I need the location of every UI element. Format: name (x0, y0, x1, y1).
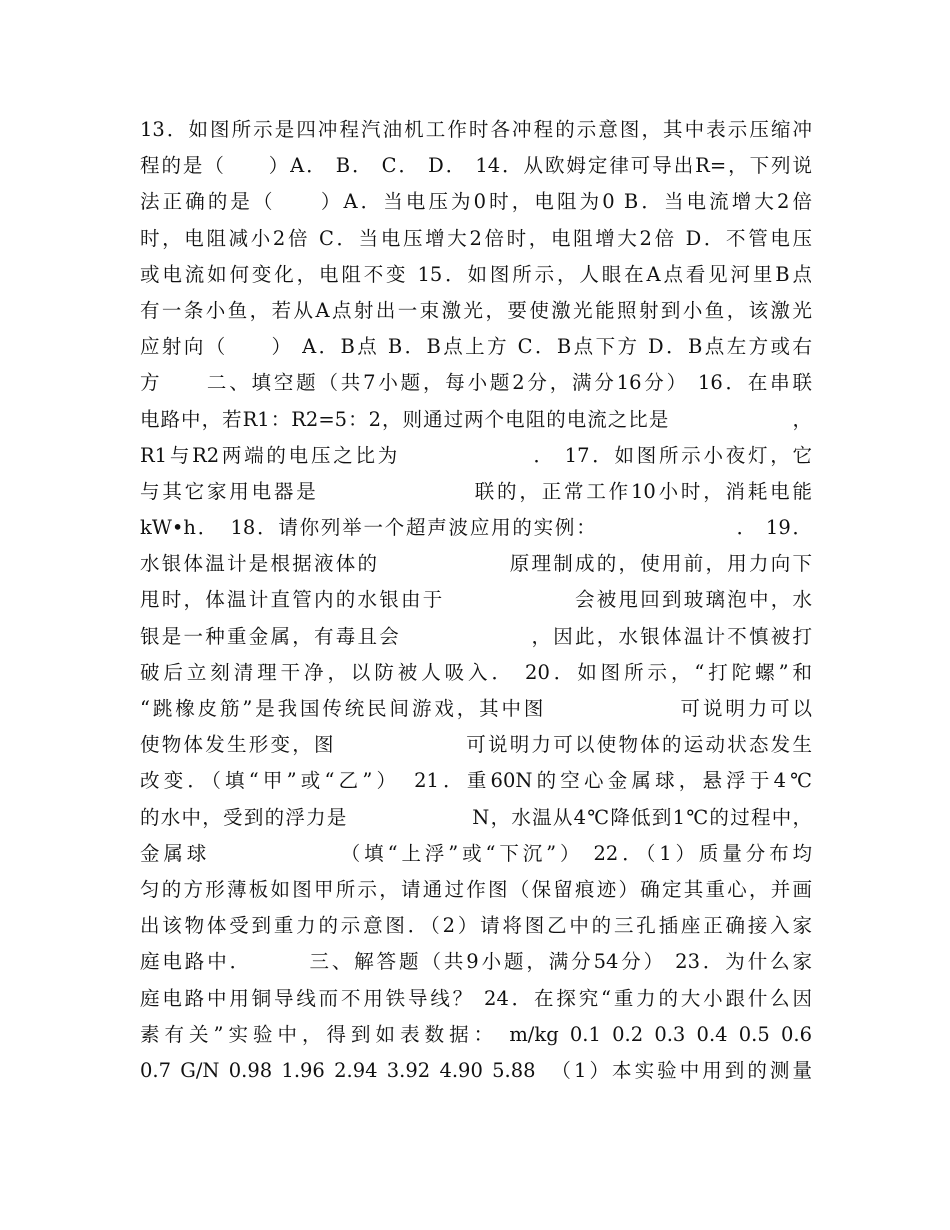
text-line: 或电流如何变化，电阻不变 15．如图所示，人眼在A点看见河里B点 (140, 262, 812, 286)
text-line: 程的是（ ）A． B． C． D． 14．从欧姆定律可导出R=，下列说 (140, 154, 812, 178)
text-line: 方 二、填空题（共7小题，每小题2分，满分16分） 16．在串联 (140, 371, 812, 395)
text-line: 匀的方形薄板如图甲所示，请通过作图（保留痕迹）确定其重心，并画 (140, 877, 812, 901)
text-line: 金属球 （填“上浮”或“下沉”） 22．（1）质量分布均 (140, 841, 812, 865)
text-line: 使物体发生形变，图 可说明力可以使物体的运动状态发生 (140, 733, 812, 757)
text-line: 应射向（ ） A．B点 B．B点上方 C．B点下方 D．B点左方或右 (140, 335, 812, 359)
text-line: “跳橡皮筋”是我国传统民间游戏，其中图 可说明力可以 (140, 697, 812, 720)
text-line: 庭电路中． 三、解答题（共9小题，满分54分） 23．为什么家 (140, 950, 812, 974)
text-line: 13．如图所示是四冲程汽油机工作时各冲程的示意图，其中表示压缩冲 (140, 118, 812, 141)
text-line: 甩时，体温计直管内的水银由于 会被甩回到玻璃泡中，水 (140, 588, 812, 612)
text-line: 银是一种重金属，有毒且会 ，因此，水银体温计不慎被打 (140, 624, 812, 648)
text-line: 法正确的是（ ）A．当电压为0时，电阻为0 B．当电流增大2倍 (140, 190, 812, 214)
text-line: 素有关”实验中，得到如表数据： m/kg 0.1 0.2 0.3 0.4 0.5 0.6 (140, 1022, 812, 1046)
text-line: 破后立刻清理干净，以防被人吸入． 20．如图所示，“打陀螺”和 (140, 660, 812, 684)
text-line: 0.7 G/N 0.98 1.96 2.94 3.92 4.90 5.88 （1）本实验中用到的测量 (140, 1058, 812, 1082)
text-line: 与其它家用电器是 联的，正常工作10小时，消耗电能 (140, 479, 812, 503)
text-line: 电路中，若R1：R2=5：2，则通过两个电阻的电流之比是 ， (140, 407, 812, 431)
text-line: 时，电阻减小2倍 C．当电压增大2倍时，电阻增大2倍 D．不管电压 (140, 226, 812, 250)
text-line: 的水中，受到的浮力是 N，水温从4℃降低到1℃的过程中， (140, 805, 812, 829)
text-line: kW•h． 18．请你列举一个超声波应用的实例： ． 19． (140, 516, 812, 540)
text-line: 庭电路中用铜导线而不用铁导线？ 24．在探究“重力的大小跟什么因 (140, 986, 812, 1010)
text-line: 改变．（填“甲”或“乙”） 21．重60N的空心金属球，悬浮于4℃ (140, 769, 812, 793)
text-line: R1与R2两端的电压之比为 ． 17．如图所示小夜灯，它 (140, 443, 812, 467)
text-line: 水银体温计是根据液体的 原理制成的，使用前，用力向下 (140, 552, 812, 576)
text-line: 有一条小鱼，若从A点射出一束激光，要使激光能照射到小鱼，该激光 (140, 298, 812, 322)
document-body (140, 112, 812, 1089)
text-line: 出该物体受到重力的示意图．（2）请将图乙中的三孔插座正确接入家 (140, 914, 812, 938)
